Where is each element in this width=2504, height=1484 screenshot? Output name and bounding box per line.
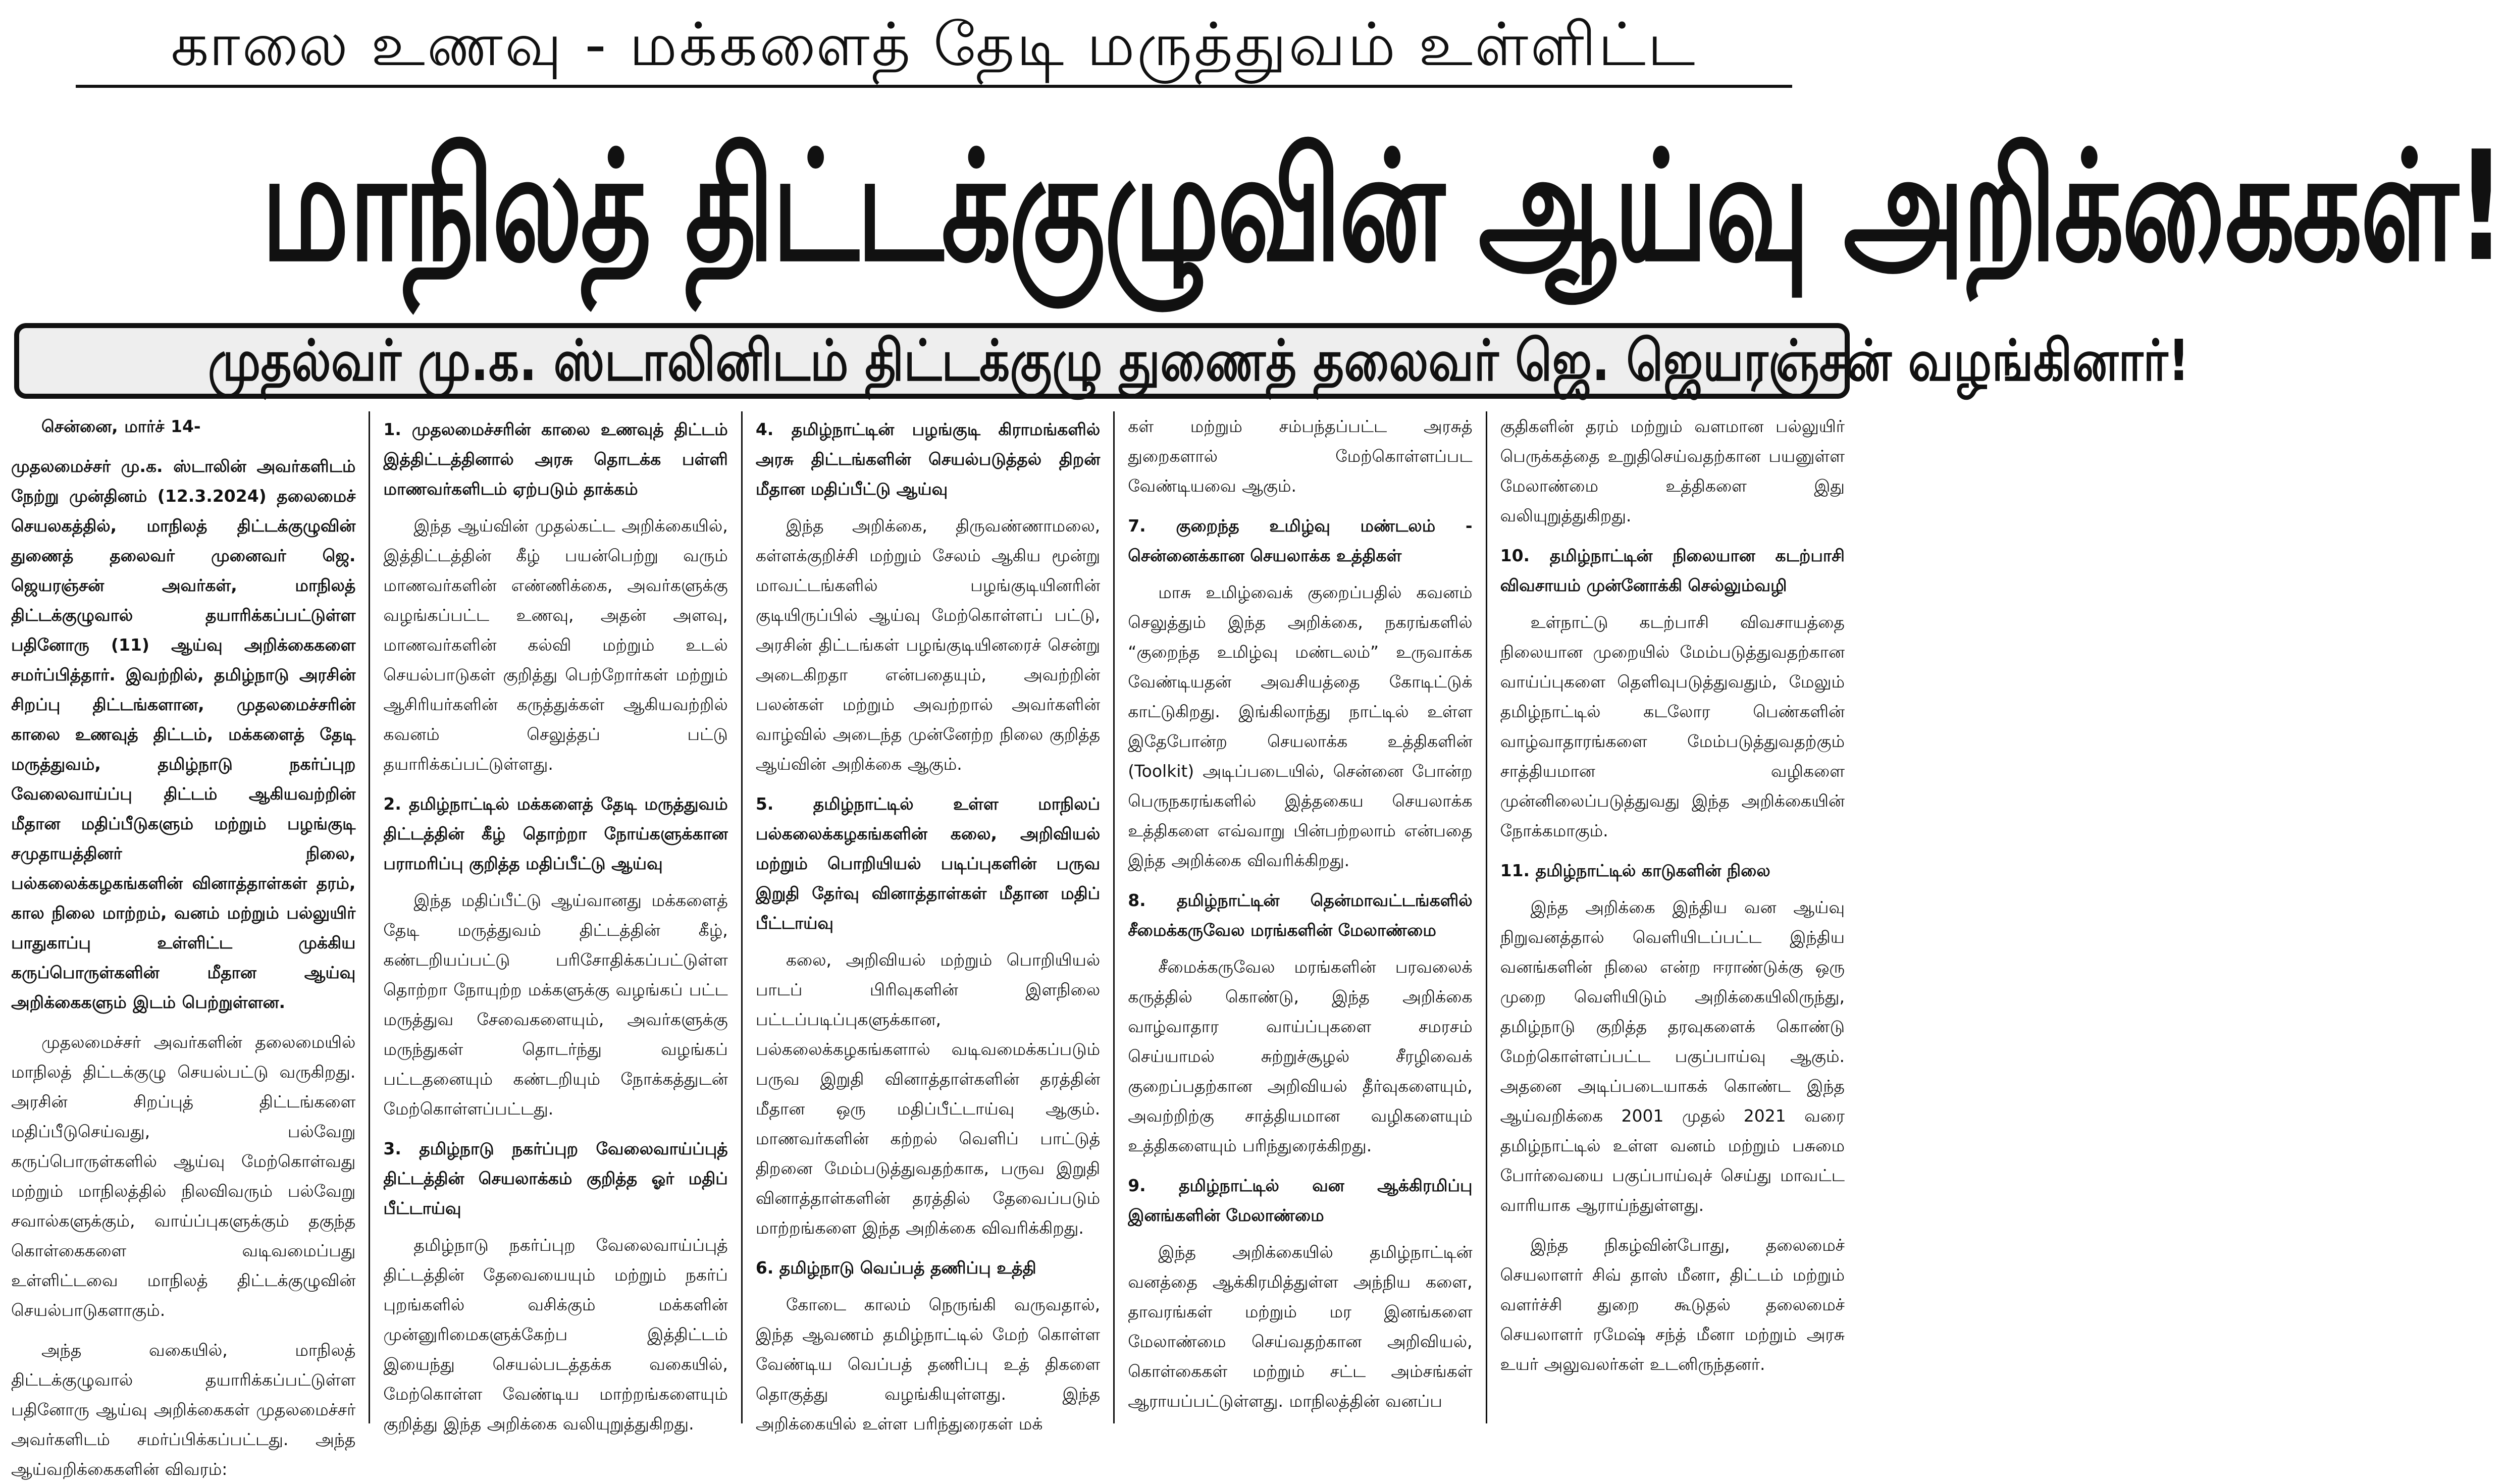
paragraph-continued: குதிகளின் தரம் மற்றும் வளமான பல்லுயிர் பெருக்கத்தை உறுதிசெய்வதற்கான பயனுள்ள மேலாண்மை உத்திகளை இது வலியுறுத்துகிறது.: [1500, 416, 1845, 525]
closing-paragraph: இந்த நிகழ்வின்போது, தலைமைச் செயலாளர் சிவ் தாஸ் மீனா, திட்டம் மற்றும் வளர்ச்சி துறை கூடுதல் தலைமைச் செயலாளர் ரமேஷ் சந்த் மீனா மற்றும் அரசு உயர் அலுவலர்கள் உடனிருந்தனர்.: [1500, 1235, 1845, 1374]
section-heading-4: 4. தமிழ்நாட்டின் பழங்குடி கிராமங்களில் அரசு திட்டங்களின் செயல்படுத்தல் திறன் மீதான மதிப்பீட்டு ஆய்வு: [755, 419, 1101, 499]
subhead-text: முதல்வர் மு.க. ஸ்டாலினிடம் திட்டக்குழு துணைத் தலைவர் ஜெ. ஜெயரஞ்சன் வழங்கினார்!: [207, 328, 2190, 394]
column-2: [369, 411, 741, 1434]
section-heading-8: 8. தமிழ்நாட்டின் தென்மாவட்டங்களில் சீமைக்கருவேல மரங்களின் மேலாண்மை: [1128, 890, 1473, 940]
column-3: [741, 411, 1113, 1434]
section-heading-5: 5. தமிழ்நாட்டில் உள்ள மாநிலப் பல்கலைக்கழகங்களின் கலை, அறிவியல் மற்றும் பொறியியல் படிப்புகளின் பருவ இறுதி தேர்வு வினாத்தாள்கள் மீதான மதிப் பீட்டாய்வு: [755, 794, 1101, 933]
main-headline: மாநிலத் திட்டக்குழுவின் ஆய்வு அறிக்கைகள்!: [261, 119, 2504, 295]
column-1: [9, 411, 369, 1479]
paragraph: கலை, அறிவியல் மற்றும் பொறியியல் பாடப் பிரிவுகளின் இளநிலை பட்டப்படிப்புகளுக்கான, பல்கலைக்கழகங்களால் வடிவமைக்கப்படும் பருவ இறுதி வினாத்தாள்களின் தரத்தின் மீதான ஒரு மதிப்பீட்டாய்வு ஆகும். மாணவர்களின் கற்றல் வெளிப் பாட்டுத் திறனை மேம்படுத்துவதற்காக, பருவ இறுதி வினாத்தாள்களின் தரத்தில் தேவைப்படும் மாற்றங்களை இந்த அறிக்கை விவரிக்கிறது.: [755, 950, 1101, 1238]
paragraph: கோடை காலம் நெருங்கி வருவதால், இந்த ஆவணம் தமிழ்நாட்டில் மேற் கொள்ள வேண்டிய வெப்பத் தணிப்பு உத் திகளை தொகுத்து வழங்கியுள்ளது. இந்த அறிக்கையில் உள்ள பரிந்துரைகள் மக்: [755, 1295, 1101, 1434]
column-4: [1113, 411, 1485, 1423]
paragraph: மாசு உமிழ்வைக் குறைப்பதில் கவனம் செலுத்தும் இந்த அறிக்கை, நகரங்களில் “குறைந்த உமிழ்வு மண்டலம்” உருவாக்க வேண்டியதன் அவசியத்தை கோடிட்டுக் காட்டுகிறது. இங்கிலாந்து நாட்டில் உள்ள இதேபோன்ற செயலாக்க உத்திகளின் (Toolkit) அடிப்படையில், சென்னை போன்ற பெருநகரங்களில் இத்தகைய செயலாக்க உத்திகளை எவ்வாறு பின்பற்றலாம் என்பதை இந்த அறிக்கை விவரிக்கிறது.: [1128, 582, 1473, 870]
lead-paragraph: முதலமைச்சர் மு.க. ஸ்டாலின் அவர்களிடம் நேற்று முன்தினம் (12.3.2024) தலைமைச் செயலகத்தில், மாநிலத் திட்டக்குழுவின் துணைத் தலைவர் முனைவர் ஜெ. ஜெயரஞ்சன் அவர்கள், மாநிலத் திட்டக்குழுவால் தயாரிக்கப்பட்டுள்ள பதினோரு (11) ஆய்வு அறிக்கைகளை சமர்ப்பித்தார். இவற்றில், தமிழ்நாடு அரசின் சிறப்பு திட்டங்களான, முதலமைச்சரின் காலை உணவுத் திட்டம், மக்களைத் தேடி மருத்துவம், தமிழ்நாடு நகர்ப்புற வேலைவாய்ப்பு திட்டம் ஆகியவற்றின் மீதான மதிப்பீடுகளும் மற்றும் பழங்குடி சமுதாயத்தினர் நிலை, பல்கலைக்கழகங்களின் வினாத்தாள்கள் தரம், கால நிலை மாற்றம், வனம் மற்றும் பல்லுயிர் பாதுகாப்பு உள்ளிட்ட முக்கிய கருப்பொருள்களின் மீதான ஆய்வு அறிக்கைகளும் இடம் பெற்றுள்ளன.: [11, 456, 356, 1012]
section-heading-7: 7. குறைந்த உமிழ்வு மண்டலம் - சென்னைக்கான செயலாக்க உத்திகள்: [1128, 516, 1473, 565]
paragraph: இந்த அறிக்கை இந்திய வன ஆய்வு நிறுவனத்தால் வெளியிடப்பட்ட இந்திய வனங்களின் நிலை என்ற ஈராண்டுக்கு ஒரு முறை வெளியிடும் அறிக்கையிலிருந்து, தமிழ்நாடு குறித்த தரவுகளைக் கொண்டு மேற்கொள்ளப்பட்ட பகுப்பாய்வு ஆகும். அதனை அடிப்படையாகக் கொண்ட இந்த ஆய்வறிக்கை 2001 முதல் 2021 வரை தமிழ்நாட்டில் உள்ள வனம் மற்றும் பசுமை போர்வையை பகுப்பாய்வுச் செய்து மாவட்ட வாரியாக ஆராய்ந்துள்ளது.: [1500, 897, 1845, 1215]
subhead-banner: [14, 323, 2190, 399]
paragraph: அந்த வகையில், மாநிலத் திட்டக்குழுவால் தயாரிக்கப்பட்டுள்ள பதினோரு ஆய்வு அறிக்கைகள் முதலமைச்சர் அவர்களிடம் சமர்ப்பிக்கப்பட்டது. அந்த ஆய்வறிக்கைகளின் விவரம்:: [11, 1340, 356, 1479]
section-heading-1: 1. முதலமைச்சரின் காலை உணவுத் திட்டம் இத்திட்டத்தினால் அரசு தொடக்க பள்ளி மாணவர்களிடம் ஏற்படும் தாக்கம்: [383, 419, 728, 499]
paragraph-continued: கள் மற்றும் சம்பந்தப்பட்ட அரசுத் துறைகளால் மேற்கொள்ளப்பட வேண்டியவை ஆகும்.: [1128, 416, 1473, 496]
column-5: [1486, 411, 1858, 1423]
paragraph: இந்த ஆய்வின் முதல்கட்ட அறிக்கையில், இத்திட்டத்தின் கீழ் பயன்பெற்று வரும் மாணவர்களின் எண்ணிக்கை, அவர்களுக்கு வழங்கப்பட்ட உணவு, அதன் அளவு, மாணவர்களின் கல்வி மற்றும் உடல் செயல்பாடுகள் குறித்து பெற்றோர்கள் மற்றும் ஆசிரியர்களின் கருத்துக்கள் ஆகியவற்றில் கவனம் செலுத்தப் பட்டு தயாரிக்கப்பட்டுள்ளது.: [383, 516, 728, 774]
paragraph: தமிழ்நாடு நகர்ப்புற வேலைவாய்ப்புத் திட்டத்தின் தேவையையும் மற்றும் நகர்ப் புறங்களில் வசிக்கும் மக்களின் முன்னுரிமைகளுக்கேற்ப இத்திட்டம் இயைந்து செயல்படத்தக்க வகையில், மேற்கொள்ள வேண்டிய மாற்றங்களையும் குறித்து இந்த அறிக்கை வலியுறுத்துகிறது.: [383, 1235, 728, 1434]
section-heading-10: 10. தமிழ்நாட்டின் நிலையான கடற்பாசி விவசாயம் முன்னோக்கி செல்லும்வழி: [1500, 546, 1845, 595]
section-heading-6: 6. தமிழ்நாடு வெப்பத் தணிப்பு உத்தி: [755, 1258, 1036, 1278]
paragraph: உள்நாட்டு கடற்பாசி விவசாயத்தை நிலையான முறையில் மேம்படுத்துவதற்கான வாய்ப்புகளை தெளிவுபடுத்துவதும், மேலும் தமிழ்நாட்டில் கடலோர பெண்களின் வாழ்வாதாரங்களை மேம்படுத்துவதற்கும் சாத்தியமான வழிகளை முன்னிலைப்படுத்துவது இந்த அறிக்கையின் நோக்கமாகும்.: [1500, 612, 1845, 840]
paragraph: இந்த மதிப்பீட்டு ஆய்வானது மக்களைத் தேடி மருத்துவம் திட்டத்தின் கீழ், கண்டறியப்பட்டு பரிசோதிக்கப்பட்டுள்ள தொற்றா நோயுற்ற மக்களுக்கு வழங்கப் பட்ட மருத்துவ சேவைகளையும், அவர்களுக்கு மருந்துகள் தொடர்ந்து வழங்கப் பட்டதனையும் கண்டறியும் நோக்கத்துடன் மேற்கொள்ளப்பட்டது.: [383, 890, 728, 1119]
kicker-headline: காலை உணவு - மக்களைத் தேடி மருத்துவம் உள்ளிட்ட: [76, 4, 1792, 88]
section-heading-11: 11. தமிழ்நாட்டில் காடுகளின் நிலை: [1500, 861, 1770, 880]
paragraph: இந்த அறிக்கை, திருவண்ணாமலை, கள்ளக்குறிச்சி மற்றும் சேலம் ஆகிய மூன்று மாவட்டங்களில் பழங்குடியினரின் குடியிருப்பில் ஆய்வு மேற்கொள்ளப் பட்டு, அரசின் திட்டங்கள் பழங்குடியினரைச் சென்று அடைகிறதா என்பதையும், அவற்றின் பலன்கள் மற்றும் அவற்றால் அவர்களின் வாழ்வில் அடைந்த முன்னேற்ற நிலை குறித்த ஆய்வின் அறிக்கை ஆகும்.: [755, 516, 1101, 774]
paragraph: சீமைக்கருவேல மரங்களின் பரவலைக் கருத்தில் கொண்டு, இந்த அறிக்கை வாழ்வாதார வாய்ப்புகளை சமரசம் செய்யாமல் சுற்றுச்சூழல் சீரழிவைக் குறைப்பதற்கான அறிவியல் தீர்வுகளையும், அவற்றிற்கு சாத்தியமான வழிகளையும் உத்திகளையும் பரிந்துரைக்கிறது.: [1128, 957, 1473, 1155]
section-heading-3: 3. தமிழ்நாடு நகர்ப்புற வேலைவாய்ப்புத் திட்டத்தின் செயலாக்கம் குறித்த ஓர் மதிப் பீட்டாய்வு: [383, 1139, 728, 1218]
article-columns: [9, 411, 1858, 1479]
section-heading-9: 9. தமிழ்நாட்டில் வன ஆக்கிரமிப்பு இனங்களின் மேலாண்மை: [1128, 1176, 1473, 1225]
section-heading-2: 2. தமிழ்நாட்டில் மக்களைத் தேடி மருத்துவம் திட்டத்தின் கீழ் தொற்றா நோய்களுக்கான பராமரிப்பு குறித்த மதிப்பீட்டு ஆய்வு: [383, 794, 728, 873]
paragraph: முதலமைச்சர் அவர்களின் தலைமையில் மாநிலத் திட்டக்குழு செயல்பட்டு வருகிறது. அரசின் சிறப்புத் திட்டங்களை மதிப்பீடுசெய்வது, பல்வேறு கருப்பொருள்களில் ஆய்வு மேற்கொள்வது மற்றும் மாநிலத்தில் நிலவிவரும் பல்வேறு சவால்களுக்கும், வாய்ப்புகளுக்கும் தகுந்த கொள்கைகளை வடிவமைப்பது உள்ளிட்டவை மாநிலத் திட்டக்குழுவின் செயல்பாடுகளாகும்.: [11, 1032, 356, 1320]
dateline: சென்னை, மார்ச் 14-: [41, 416, 201, 436]
paragraph: இந்த அறிக்கையில் தமிழ்நாட்டின் வனத்தை ஆக்கிரமித்துள்ள அந்நிய களை, தாவரங்கள் மற்றும் மர இனங்களை மேலாண்மை செய்வதற்கான அறிவியல், கொள்கைகள் மற்றும் சட்ட அம்சங்கள் ஆராயப்பட்டுள்ளது. மாநிலத்தின் வனப்ப: [1128, 1242, 1473, 1411]
